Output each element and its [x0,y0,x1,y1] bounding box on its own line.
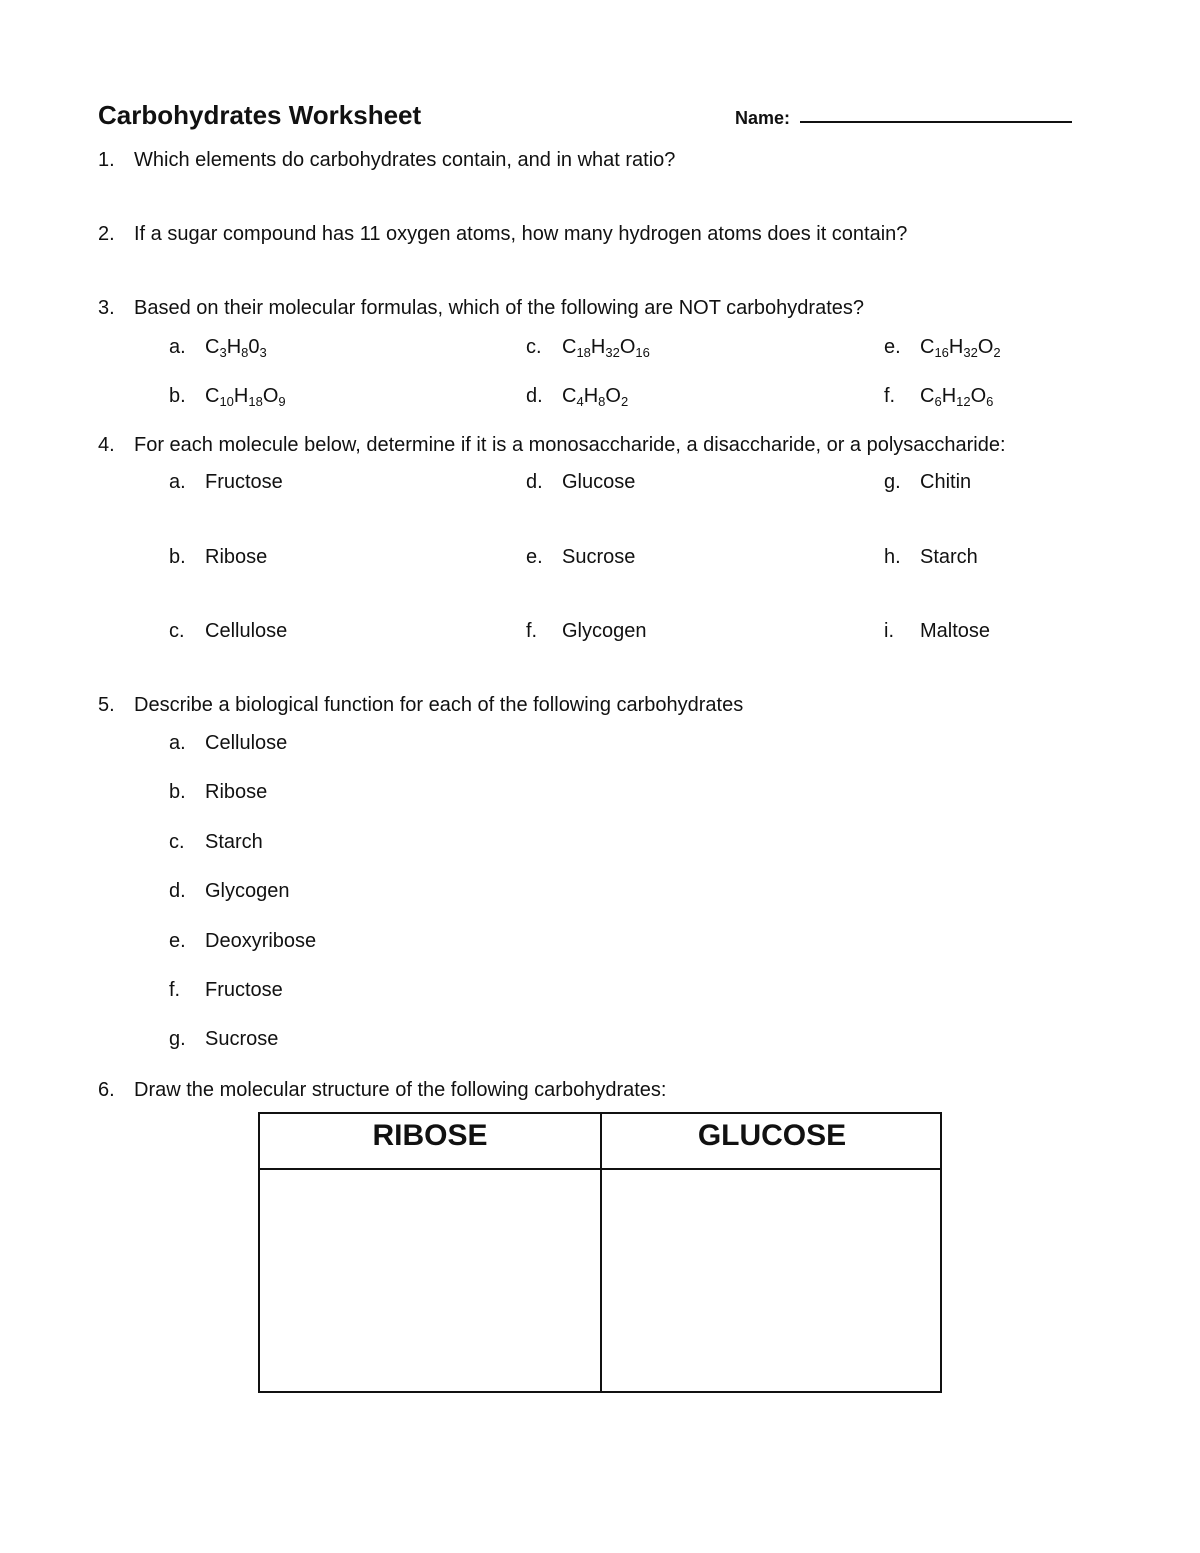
function-option: d. Glycogen [169,880,290,902]
question-number: 2. [98,223,115,245]
question-text: Describe a biological function for each of the following carbohydrates [134,694,744,716]
question-text: Which elements do carbohydrates contain, and in what ratio? [134,149,676,171]
molecule-option: f. Glycogen [526,620,647,642]
formula-option-c: c. $C_{18}H_{32}O_{16}$ [526,336,650,360]
ribose-column-header: RIBOSE [372,1119,488,1152]
name-field-line[interactable] [800,121,1072,123]
molecule-option: c. Cellulose [169,620,288,642]
question-text: Draw the molecular structure of the following carbohydrates: [134,1079,667,1101]
glucose-column-header: GLUCOSE [697,1119,847,1152]
formula-option-d: d. $C_4H_8O_2$ [526,385,629,409]
molecule-option: g. Chitin [884,471,972,493]
question-text: For each molecule below, determine if it is a monosaccharide, a disaccharide, or a polysaccharide: [134,434,1006,456]
formula-option-e: e. $C_{16}H_{32}O_2$ [884,336,1001,360]
molecule-option: e. Sucrose [526,546,636,568]
molecule-option: i. Maltose [884,620,991,642]
function-option: e. Deoxyribose [169,930,317,952]
question-text: If a sugar compound has 11 oxygen atoms, how many hydrogen atoms does it contain? [134,223,908,245]
molecule-option: h. Starch [884,546,978,568]
question-text: Based on their molecular formulas, which of the following are NOT carbohydrates? [134,297,864,319]
function-option: g. Sucrose [169,1028,279,1050]
function-option: b. Ribose [169,781,268,803]
question-number: 1. [98,149,115,171]
formula-option-f: f. $C_6H_{12}O_6$ [884,385,994,409]
formula-option-a: a. $C_3H_80_3$ [169,336,267,360]
question-number: 5. [98,694,115,716]
molecule-option: a. Fructose [169,471,283,493]
function-option: f. Fructose [169,979,283,1001]
ribose-drawing-area[interactable] [260,1170,600,1391]
glucose-drawing-area[interactable] [602,1170,940,1391]
name-label: Name: [735,108,791,128]
molecule-option: d. Glucose [526,471,636,493]
question-number: 4. [98,434,115,456]
question-number: 3. [98,297,115,319]
question-number: 6. [98,1079,115,1101]
page-title: Carbohydrates Worksheet [98,100,422,130]
formula-option-b: b. $C_{10}H_{18}O_9$ [169,385,286,409]
function-option: a. Cellulose [169,732,288,754]
function-option: c. Starch [169,831,263,853]
structure-drawing-table [258,1112,942,1393]
molecule-option: b. Ribose [169,546,268,568]
